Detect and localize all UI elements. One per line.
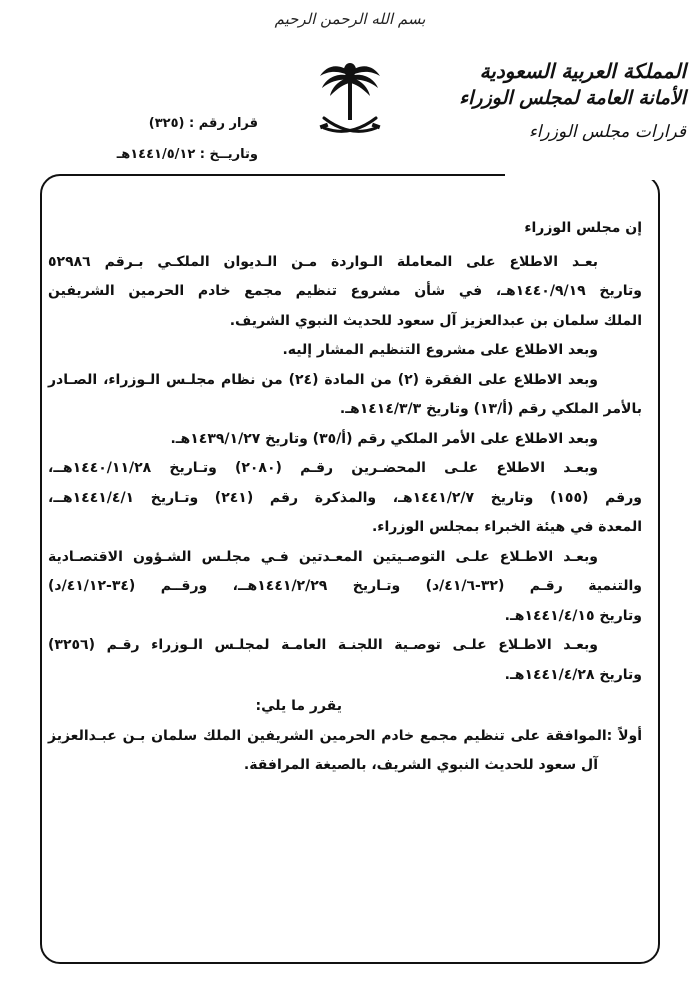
paragraph-1-line-1: بعـد الاطلاع على المعاملة الـواردة مـن الـديوان الملكـي بـرقم ٥٢٩٨٦ — [48, 253, 598, 270]
paragraph-7-line-1: وبعـد الاطـلاع علـى توصـية اللجنـة العامـة لمجلـس الـوزراء رقـم (٣٢٥٦) — [48, 637, 598, 653]
palm-swords-emblem-icon — [318, 58, 382, 144]
decision-date: وتاريــخ : ١٤٤١/٥/١٢هـ — [116, 147, 258, 162]
decision-number: قرار رقم : (٣٢٥) — [148, 116, 258, 131]
item-1-line-2: آل سعود للحديث النبوي الشريف، بالصيغة المرافقة. — [243, 757, 598, 773]
paragraph-5-line-3: المعدة في هيئة الخبراء بمجلس الوزراء. — [371, 519, 642, 535]
letterhead — [459, 58, 686, 144]
paragraph-3-line-2: بالأمر الملكي رقم (أ/١٣) وتاريخ ١٤١٤/٣/٣هـ. — [339, 401, 642, 417]
paragraph-3-line-1: وبعد الاطلاع على الفقرة (٢) من المادة (٢٤) من نظام مجلـس الـوزراء، الصـادر — [48, 371, 598, 388]
opener: إن مجلس الوزراء — [524, 220, 642, 236]
paragraph-4: وبعد الاطلاع على الأمر الملكي رقم (أ/٣٥) وتاريخ ١٤٣٩/١/٢٧هـ. — [170, 430, 598, 447]
paragraph-1-line-3: الملك سلمان بن عبدالعزيز آل سعود للحديث النبوي الشريف. — [229, 312, 642, 329]
council-decisions-title: قرارات مجلس الوزراء — [528, 122, 686, 142]
secretariat-title: الأمانة العامة لمجلس الوزراء — [459, 87, 686, 109]
paragraph-6-line-2: والتنمية رقـم (٣٢-٤١/٦/د) وتـاريخ ١٤٤١/٢/٢٩هــ، ورقــم (٣٤-٤١/١٢/د) — [48, 578, 642, 594]
decision-reference — [88, 108, 258, 170]
kingdom-title: المملكة العربية السعودية — [479, 59, 686, 83]
decides-heading: يقرر ما يلي: — [255, 698, 342, 714]
paragraph-6-line-1: وبعـد الاطـلاع علـى التوصـيتين المعـدتين فـي مجلـس الشـؤون الاقتصـادية — [48, 548, 598, 565]
decision-body — [48, 214, 642, 781]
paragraph-5-line-2: ورقم (١٥٥) وتاريخ ١٤٤١/٢/٧هـ، والمذكرة رقم (٢٤١) وتـاريخ ١٤٤١/٤/١هــ، — [48, 489, 642, 506]
paragraph-5-line-1: وبعـد الاطلاع علـى المحضـرين رقـم (٢٠٨٠) وتـاريخ ١٤٤٠/١١/٢٨هــ، — [48, 460, 598, 476]
paragraph-2: وبعد الاطلاع على مشروع التنظيم المشار إليه. — [282, 342, 598, 358]
paragraph-7-line-2: وتاريخ ١٤٤١/٤/٢٨هـ. — [504, 666, 642, 683]
paragraph-1-line-2: وتاريخ ١٤٤٠/٩/١٩هـ، في شأن مشروع تنظيم مجمع خادم الحرمين الشريفين — [48, 283, 642, 299]
frame-gap — [505, 168, 665, 180]
item-1-line-1: أولاً :الموافقة على تنظيم مجمع خادم الحرمين الشريفين الملك سلمان بـن عبـدالعزيز — [48, 727, 642, 744]
paragraph-6-line-3: وتاريخ ١٤٤١/٤/١٥هـ. — [504, 607, 642, 624]
basmala: بسم الله الرحمن الرحيم — [274, 10, 426, 28]
